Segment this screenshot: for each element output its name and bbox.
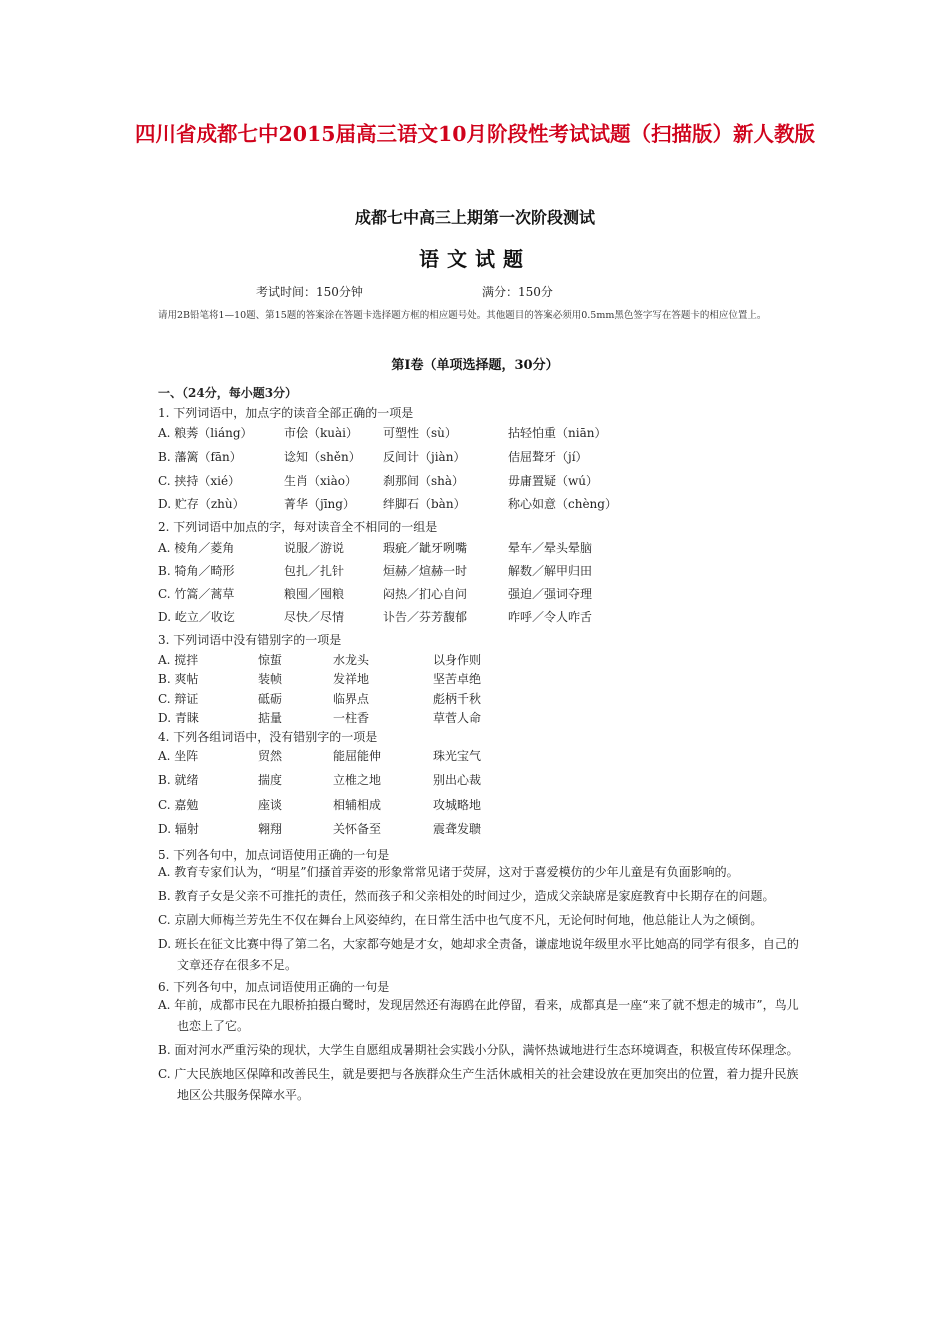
option-cell: 攻城略地 — [433, 798, 482, 812]
option-cell: 彪柄千秋 — [433, 692, 482, 706]
question-6-stem: 6. 下列各句中，加点词语使用正确的一句是 — [158, 980, 390, 994]
option-cell: A. 棱角／菱角 — [158, 541, 235, 555]
option-cell: 拈轻怕重（niān） — [508, 426, 607, 440]
option-a: A. 教育专家们认为，“明星”们搔首弄姿的形象常常见诸于荧屏，这对于喜爱模仿的少年儿童是有负面影响的。 — [158, 865, 739, 879]
question-1-stem: 1. 下列词语中，加点字的读音全部正确的一项是 — [158, 406, 414, 420]
option-cell: 烜赫／煊赫一时 — [383, 564, 468, 578]
option-cell: B. 爽帖 — [158, 672, 199, 686]
option-cell: 座谈 — [258, 798, 283, 812]
option-cell: 坚苦卓绝 — [433, 672, 482, 686]
question-3-stem: 3. 下列词语中没有错别字的一项是 — [158, 633, 342, 647]
option-cell: 反间计（jiàn） — [383, 450, 466, 464]
option-cell: 砥砺 — [258, 692, 283, 706]
option-cell: 可塑性（sù） — [383, 426, 457, 440]
option-cell: 珠光宝气 — [433, 749, 482, 763]
option-cell: D. 贮存（zhù） — [158, 497, 245, 511]
option-c: C. 广大民族地区保障和改善民生，就是要把与各族群众生产生活休戚相关的社会建设放在更加突出的位置，着力提升民族地区公共服务保障水平。 — [158, 1067, 799, 1102]
instructions: 请用2B铅笔将1—10题、第15题的答案涂在答题卡选择题方框的相应题号处。其他题目的答案必须用0.5mm黑色签字写在答题卡的相应位置上。 — [158, 310, 767, 321]
option-cell: B. 犄角／畸形 — [158, 564, 235, 578]
option-cell: A. 坐阵 — [158, 749, 199, 763]
option-cell: C. 竹篙／蒿草 — [158, 587, 235, 601]
option-cell: 一柱香 — [333, 711, 370, 725]
option-cell: 生肖（xiào） — [284, 474, 357, 488]
option-cell: 能屈能伸 — [333, 749, 382, 763]
full-score: 满分：150分 — [482, 285, 553, 299]
option-cell: C. 辩证 — [158, 692, 199, 706]
option-cell: A. 搅拌 — [158, 653, 199, 667]
option-cell: 关怀备至 — [333, 822, 382, 836]
document-title: 四川省成都七中2015届高三语文10月阶段性考试试题（扫描版）新人教版 — [134, 122, 816, 146]
option-b: B. 教育子女是父亲不可推托的责任，然而孩子和父亲相处的时间过少，造成父亲缺席是家庭教育中长期存在的问题。 — [158, 889, 775, 903]
option-cell: 贸然 — [258, 749, 283, 763]
option-cell: B. 就绪 — [158, 773, 199, 787]
option-cell: 绊脚石（bàn） — [383, 497, 466, 511]
option-cell: 菁华（jīng） — [284, 497, 355, 511]
option-cell: C. 挟持（xié） — [158, 474, 241, 488]
option-cell: D. 青睐 — [158, 711, 199, 725]
question-4-stem: 4. 下列各组词语中，没有错别字的一项是 — [158, 730, 378, 744]
option-cell: 刹那间（shà） — [383, 474, 465, 488]
option-b: B. 面对河水严重污染的现状，大学生自愿组成暑期社会实践小分队，满怀热诚地进行生态环境调查，积极宣传环保理念。 — [158, 1043, 799, 1057]
exam-time: 考试时间：150分钟 — [256, 285, 363, 299]
question-5-stem: 5. 下列各句中，加点词语使用正确的一句是 — [158, 848, 390, 862]
option-d: D. 班长在征文比赛中得了第二名，大家都夸她是才女，她却求全责备，谦虚地说年级里水平比她高的同学有很多，自己的文章还存在很多不足。 — [158, 937, 799, 972]
option-cell: C. 嘉勉 — [158, 798, 199, 812]
option-cell: 临界点 — [333, 692, 370, 706]
option-cell: 强迫／强词夺理 — [508, 587, 593, 601]
option-cell: D. 屹立／收讫 — [158, 610, 235, 624]
exam-name: 成都七中高三上期第一次阶段测试 — [354, 208, 595, 227]
option-cell: 惊蜇 — [258, 653, 283, 667]
option-cell: 闷热／扪心自问 — [383, 587, 468, 601]
option-cell: 晕车／晕头晕脑 — [508, 541, 593, 555]
option-cell: 佶屈聱牙（jí） — [508, 450, 588, 464]
option-cell: B. 藩篱（fān） — [158, 450, 242, 464]
option-cell: 讣告／芬芳馥郁 — [383, 610, 468, 624]
option-cell: D. 辐射 — [158, 822, 199, 836]
option-cell: 咋呼／令人咋舌 — [508, 610, 593, 624]
option-cell: 发祥地 — [333, 672, 370, 686]
option-cell: 称心如意（chèng） — [508, 497, 617, 511]
option-cell: 水龙头 — [333, 653, 370, 667]
option-c: C. 京剧大师梅兰芳先生不仅在舞台上风姿绰约，在日常生活中也气度不凡，无论何时何地，他总能让人为之倾倒。 — [158, 913, 763, 927]
option-cell: 草菅人命 — [433, 711, 482, 725]
option-cell: 瑕疵／龇牙咧嘴 — [383, 541, 468, 555]
section-title: 第Ⅰ卷（单项选择题，30分） — [391, 358, 559, 373]
option-cell: 毋庸置疑（wú） — [508, 474, 599, 488]
option-cell: 装帧 — [258, 672, 283, 686]
option-cell: 市侩（kuài） — [284, 426, 358, 440]
option-cell: 包扎／扎针 — [284, 564, 345, 578]
option-cell: 震聋发聩 — [433, 822, 482, 836]
option-cell: 粮囤／囤粮 — [284, 587, 345, 601]
paper-title: 语文试题 — [419, 247, 531, 271]
option-cell: 别出心裁 — [433, 773, 482, 787]
part-one-heading: 一、（24分，每小题3分） — [158, 386, 298, 400]
option-cell: 立椎之地 — [333, 773, 382, 787]
option-cell: 解数／解甲归田 — [508, 564, 593, 578]
option-cell: 翱翔 — [258, 822, 283, 836]
option-cell: A. 粮莠（liáng） — [158, 426, 253, 440]
option-cell: 掂量 — [258, 711, 283, 725]
question-2-stem: 2. 下列词语中加点的字，每对读音全不相同的一组是 — [158, 520, 438, 534]
option-cell: 以身作则 — [433, 653, 482, 667]
question-5-options — [158, 862, 803, 976]
option-cell: 揣度 — [258, 773, 283, 787]
option-cell: 相辅相成 — [333, 798, 382, 812]
option-cell: 尽快／尽情 — [284, 610, 345, 624]
question-6-options — [158, 995, 803, 1106]
option-cell: 谂知（shěn） — [284, 450, 361, 464]
option-cell: 说服／游说 — [284, 541, 345, 555]
option-a: A. 年前，成都市民在九眼桥拍摄白鹭时，发现居然还有海鸥在此停留，看来，成都真是一座“来了就不想走的城市”，鸟儿也恋上了它。 — [158, 998, 799, 1033]
